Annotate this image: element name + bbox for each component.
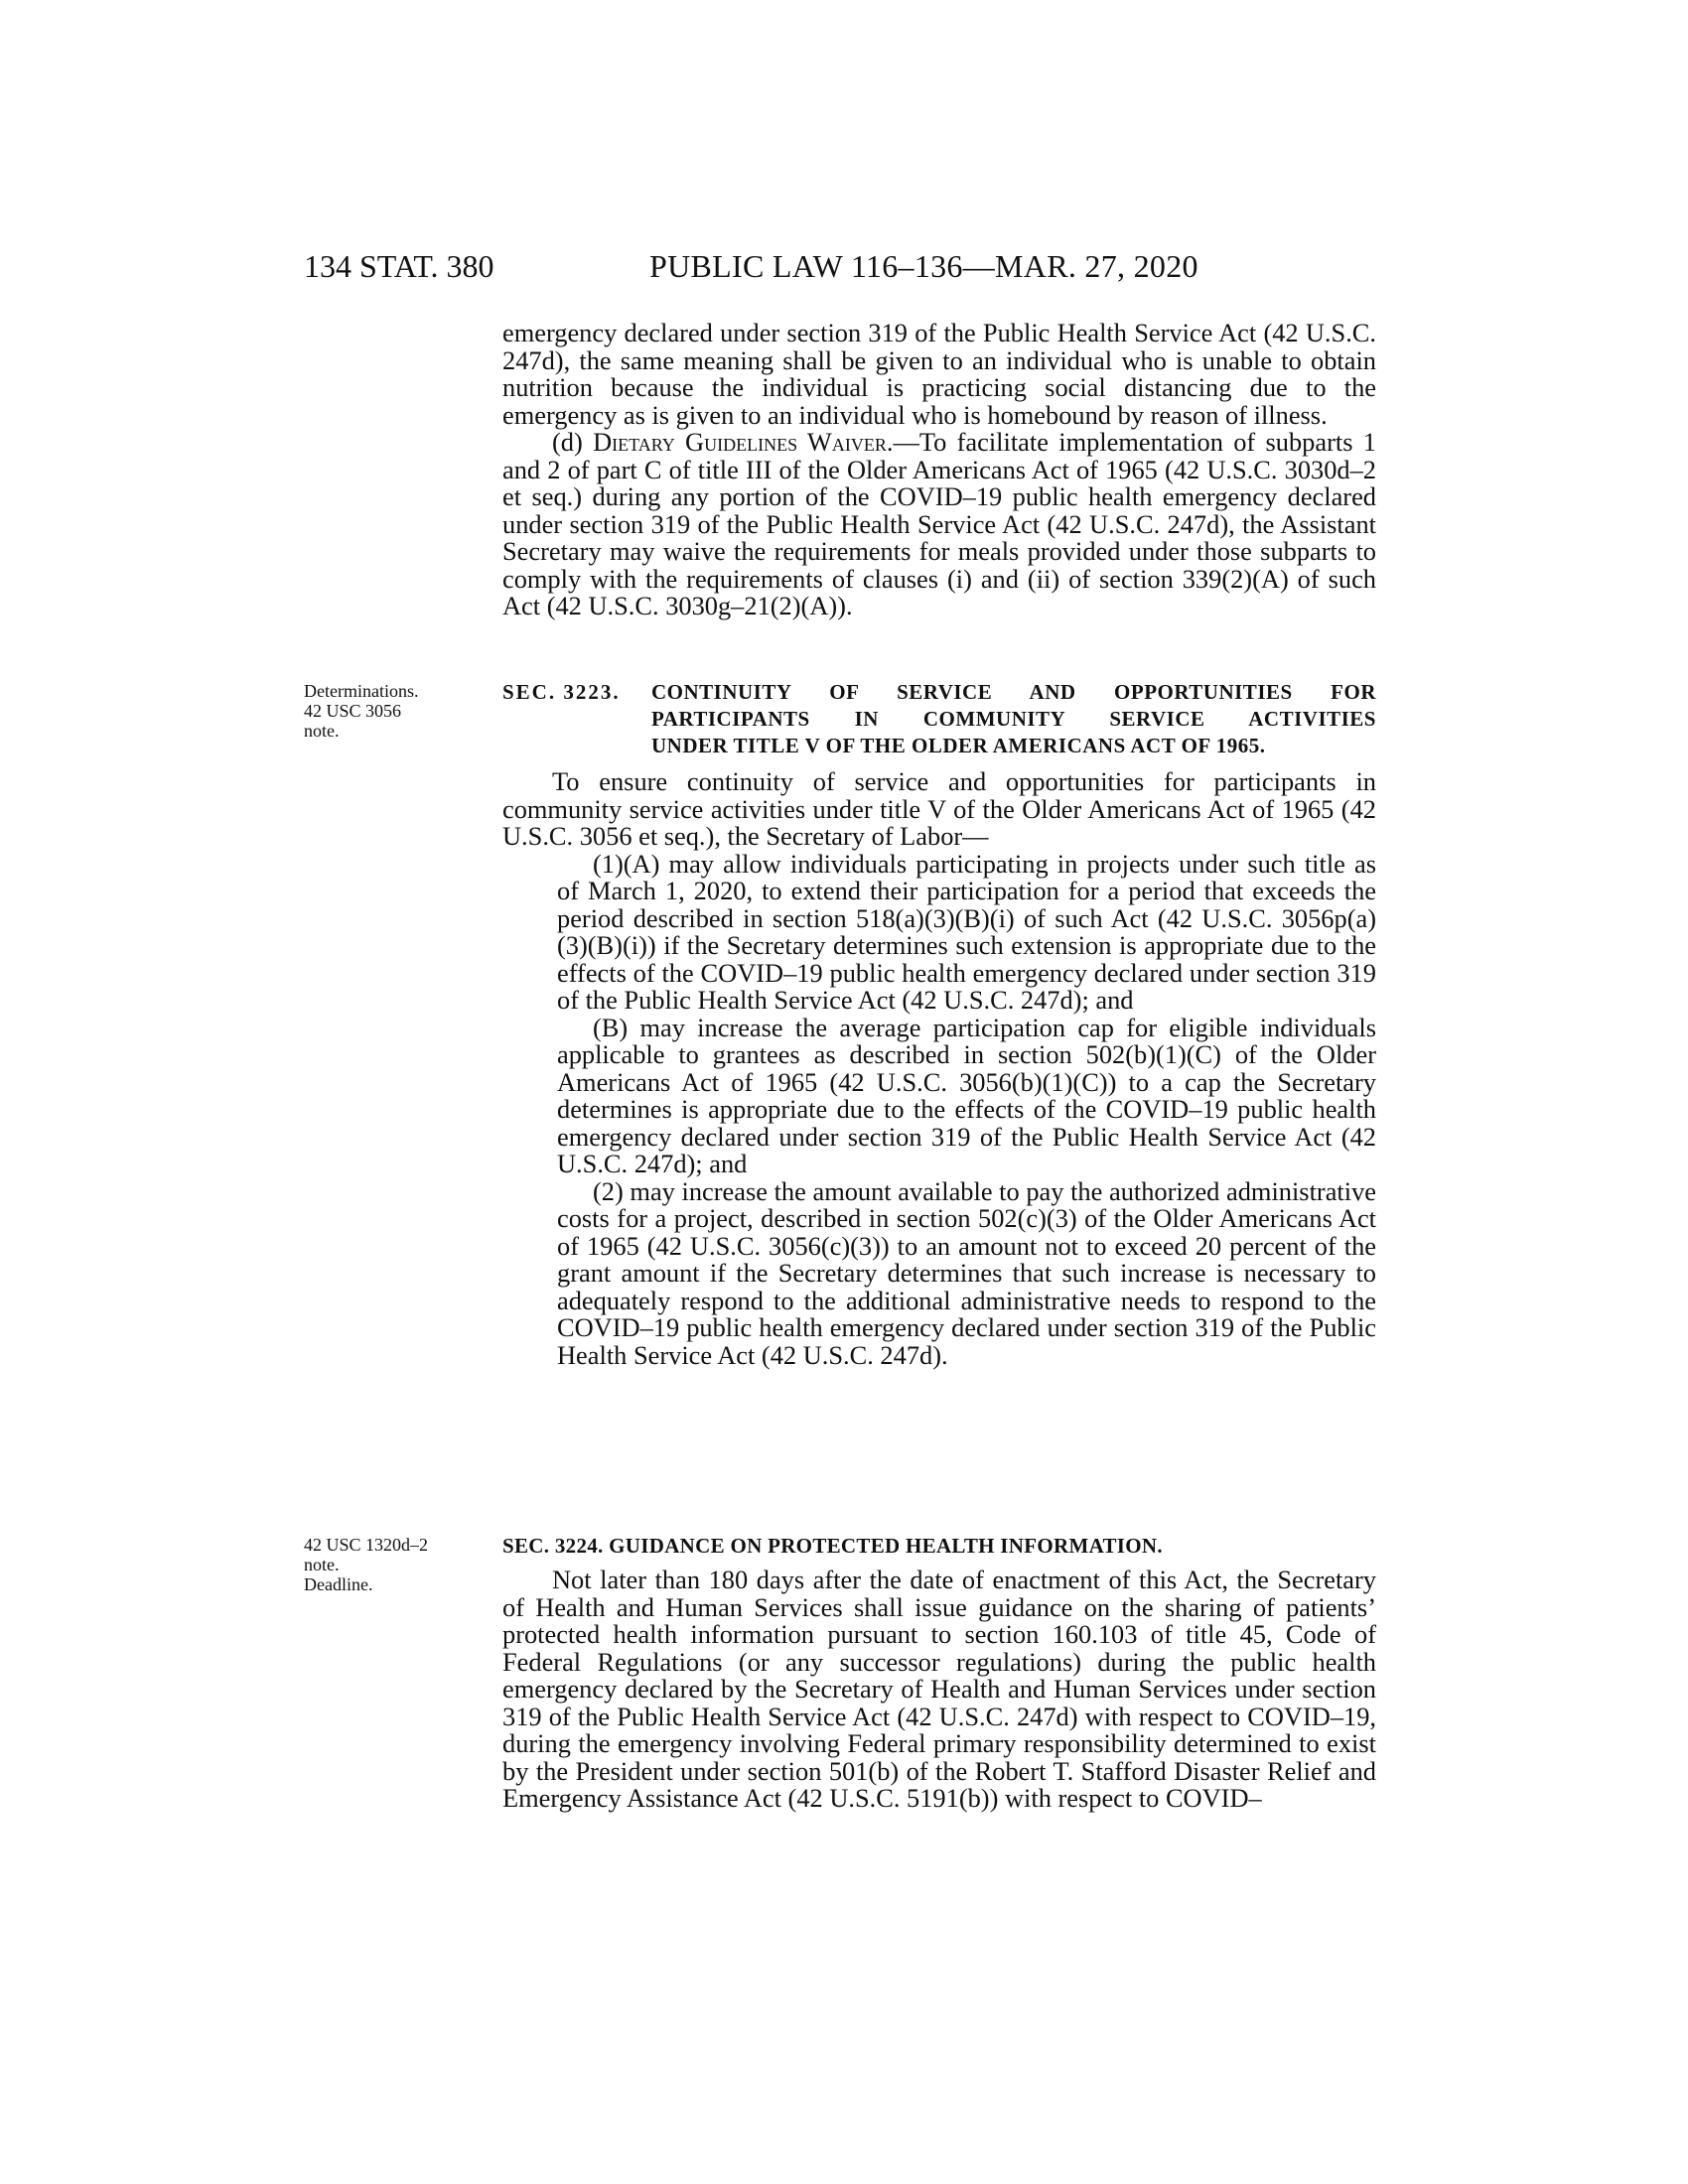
- section-3223-item-2: (2) may increase the amount available to pay the authorized administrative costs for a project, described in section 502(c)(3) of the Older Americans Act of 1965 (42 U.S.C. 3056(c)(3)) to an amount not to exceed 20 percent of the grant amount if the Secretary determines that such increase is necessary to adequately respond to the additional administrative needs to respond to the COVID–19 public health emergency declared under section 319 of the Public Health Service Act (42 U.S.C. 247d).: [557, 1175, 1376, 1370]
- running-head: PUBLIC LAW 116–136—MAR. 27, 2020: [649, 248, 1198, 284]
- continuation-paragraph: emergency declared under section 319 of the Public Health Service Act (42 U.S.C. 247d), the same meaning shall be given to an individual who is unable to obtain nutrition because the individual is practicing social distancing due to the emergency as is given to an individual who is homebound by reason of illness.: [502, 318, 1376, 430]
- section-3223-intro: To ensure continuity of service and opportunities for participants in community service activities under title V of the Older Americans Act of 1965 (42 U.S.C. 3056 et seq.), the Secretary of Labor—: [502, 766, 1376, 851]
- page-header: [304, 246, 1406, 286]
- margin-note-line: note.: [304, 721, 340, 741]
- section-3223-body: [502, 768, 1376, 1369]
- body-text-block-1: [502, 320, 1376, 620]
- margin-note-line: Determinations.: [304, 681, 419, 701]
- section-heading-3223: [502, 679, 1376, 759]
- page-folio: 134 STAT. 380: [304, 248, 494, 284]
- subsection-d-text: .—To facilitate implementation of subparts 1 and 2 of part C of title III of the Older Americans Act of 1965 (42 U.S.C. 3030d–2 et seq.) during any portion of the COVID–19 public health emergency declared under section 319 of the Public Health Service Act (42 U.S.C. 247d), the Assistant Secretary may waive the requirements for meals provided under those subparts to comply with the requirements of clauses (i) and (ii) of section 339(2)(A) of such Act (42 U.S.C. 3030g–21(2)(A)).: [502, 427, 1377, 620]
- section-title-line: PARTICIPANTS IN COMMUNITY SERVICE ACTIVITIES: [651, 707, 1376, 731]
- section-3223-item-1A: (1)(A) may allow individuals participating in projects under such title as of March 1, 2020, to extend their participation for a period that exceeds the period described in section 518(a)(3)(B)(i) of such Act (42 U.S.C. 3056p(a)(3)(B)(i)) if the Secretary determines such extension is appropriate due to the effects of the COVID–19 public health emergency declared under section 319 of the Public Health Service Act (42 U.S.C. 247d); and: [557, 848, 1376, 1015]
- margin-note-line: Deadline.: [304, 1574, 373, 1594]
- section-3224-body: [502, 1567, 1376, 1813]
- section-number: SEC. 3223.: [502, 680, 621, 704]
- margin-note-line: 42 USC 3056: [304, 701, 402, 721]
- subsection-d-prefix: (d): [552, 427, 594, 457]
- margin-note-3224: [304, 1535, 483, 1594]
- section-title-line: CONTINUITY OF SERVICE AND OPPORTUNITIES FOR: [651, 680, 1376, 704]
- subsection-d: [502, 429, 1376, 620]
- margin-note-line: 42 USC 1320d–2: [304, 1535, 429, 1555]
- margin-note-3223: [304, 681, 483, 741]
- section-3224-text: Not later than 180 days after the date of enactment of this Act, the Secretary of Health and Human Services shall issue guidance on the sharing of patients’ protected health information pursuant to section 160.103 of title 45, Code of Federal Regulations (or any successor regulations) during the public health emergency declared by the Secretary of Health and Human Services under section 319 of the Public Health Service Act (42 U.S.C. 247d) with respect to COVID–19, during the emergency involving Federal primary responsibility determined to exist by the President under section 501(b) of the Robert T. Stafford Disaster Relief and Emergency Assistance Act (42 U.S.C. 5191(b)) with respect to COVID–: [502, 1565, 1376, 1813]
- section-3223-item-1B: (B) may increase the average participation cap for eligible individuals applicable to grantees as described in section 502(b)(1)(C) of the Older Americans Act of 1965 (42 U.S.C. 3056(b)(1)(C)) to a cap the Secretary determines is appropriate due to the effects of the COVID–19 public health emergency declared under section 319 of the Public Health Service Act (42 U.S.C. 247d); and: [557, 1012, 1376, 1178]
- section-title-line: UNDER TITLE V OF THE OLDER AMERICANS ACT OF 1965.: [651, 734, 1266, 757]
- margin-note-line: note.: [304, 1555, 340, 1574]
- section-heading-3224: SEC. 3224. GUIDANCE ON PROTECTED HEALTH INFORMATION.: [502, 1534, 1163, 1558]
- subsection-d-heading: Dietary Guidelines Waiver: [593, 427, 887, 457]
